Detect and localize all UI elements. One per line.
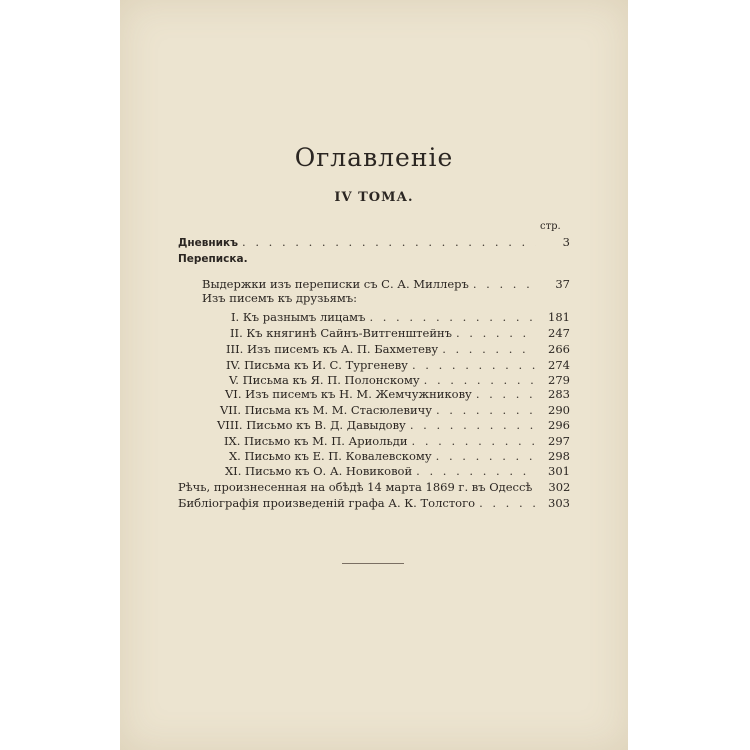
toc-section-correspondence: Переписка. [178, 253, 248, 265]
toc-entry-label: Выдержки изъ переписки съ С. А. Миллеръ [202, 277, 469, 291]
toc-entry-diary [178, 234, 570, 250]
leader-dots [479, 495, 536, 511]
toc-entry-page: 301 [548, 464, 570, 478]
toc-entry-label: XI. Письмо къ О. А. Новиковой [225, 464, 413, 478]
toc-entry [226, 357, 570, 373]
closing-rule [342, 563, 404, 564]
toc-entry-page: 283 [548, 387, 570, 401]
toc-entry-page: 247 [548, 326, 570, 340]
toc-entry-label: IX. Письмо къ М. П. Ариольди [224, 434, 408, 448]
leader-dots [242, 234, 536, 250]
leader-dots [410, 417, 536, 433]
leader-dots [436, 448, 536, 464]
toc-entry-page: 3 [562, 235, 570, 249]
toc-entry-label: V. Письма къ Я. П. Полонскому [229, 373, 420, 387]
toc-entry-label: III. Изъ писемъ къ А. П. Бахметеву [226, 342, 439, 356]
toc-entry-page: 302 [548, 480, 571, 494]
toc-entry [220, 402, 570, 418]
toc-entry-page: 296 [548, 418, 570, 432]
toc-entry [225, 463, 570, 479]
leader-dots [473, 276, 536, 292]
leader-dots [412, 433, 536, 449]
toc-entry-label: VIII. Письмо къ В. Д. Давыдову [217, 418, 406, 432]
toc-entry-page: 279 [548, 373, 570, 387]
toc-entry [226, 341, 570, 357]
leader-dots [412, 357, 536, 373]
toc-entry-label: VI. Изъ писемъ къ Н. М. Жемчужникову [225, 387, 472, 401]
toc-entry-label: IV. Письма къ И. С. Тургеневу [226, 358, 408, 372]
toc-subheading: Изъ писемъ къ друзьямъ: [202, 291, 358, 305]
toc-entry-label: II. Къ княгинѣ Сайнъ-Витгенштейнъ [230, 326, 452, 340]
toc-entry-page: 181 [548, 310, 570, 324]
leader-dots [476, 386, 536, 402]
page-title: Оглавленіе [294, 143, 454, 172]
leader-dots [436, 402, 536, 418]
toc-entry [202, 276, 570, 292]
toc-entry [224, 433, 570, 449]
toc-entry [217, 417, 570, 433]
leader-dots [442, 341, 536, 357]
book-page [120, 0, 628, 750]
leader-dots [369, 309, 536, 325]
toc-entry-page: 290 [548, 403, 570, 417]
toc-entry-page: 37 [555, 277, 570, 291]
toc-entry-page: 303 [548, 496, 570, 510]
toc-entry [225, 386, 570, 402]
leader-dots [456, 325, 536, 341]
leader-dots [416, 463, 536, 479]
volume-subtitle: IV ТОМА. [334, 190, 414, 205]
toc-entry-label: X. Письмо къ Е. П. Ковалевскому [229, 449, 432, 463]
toc-entry [230, 325, 570, 341]
toc-entry-label: VII. Письма къ М. М. Стасюлевичу [220, 403, 432, 417]
toc-entry [229, 448, 570, 464]
toc-entry-label: I. Къ разнымъ лицамъ [231, 310, 366, 324]
toc-entry [231, 309, 570, 325]
toc-entry-page: 266 [548, 342, 570, 356]
toc-entry-page: 274 [548, 358, 570, 372]
toc-entry-speech [178, 479, 570, 495]
toc-entry-page: 298 [548, 449, 570, 463]
toc-entry-bibliography [178, 495, 570, 511]
toc-entry-label: Дневникъ [178, 237, 239, 249]
page-column-label: стр. [540, 221, 561, 232]
toc-entry-label: Библіографія произведеній графа А. К. Толстого [178, 496, 476, 510]
toc-entry-label: Рѣчь, произнесенная на обѣдѣ 14 марта 1869 г. въ Одессѣ [178, 480, 533, 494]
toc-entry-page: 297 [548, 434, 570, 448]
